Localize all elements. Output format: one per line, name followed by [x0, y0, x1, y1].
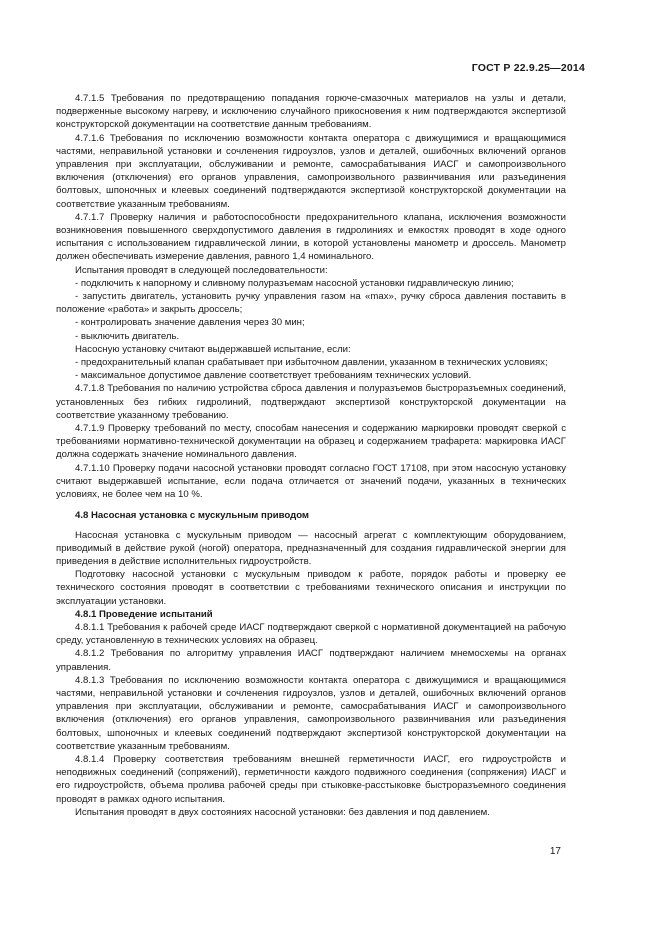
paragraph-4-7-1-6: 4.7.1.6 Требования по исключению возможности контакта оператора с движущимися и вращающимися частями, неправильной установки и сочленения гидроузлов, узлов и деталей, ошибочных включений органов управления при эксплуатации, обслуживании и ремонте, самосрабатывания ИАСГ и самопроизвольного включения (отключения) его органов управления, самопроизвольного развинчивания или разъединения болтовых, шпоночных и клеевых соединений подтверждаются экспертизой конструкторской документации на соответствие указанным требованиям.	[56, 132, 566, 210]
list-item: - запустить двигатель, установить ручку управления газом на «max», ручку сброса давления поставить в положение «работа» и закрыть дроссель;	[56, 291, 566, 316]
paragraph-4-8-1-2: 4.8.1.2 Требования по алгоритму управления ИАСГ подтверждают наличием мнемосхемы на органах управления.	[56, 648, 566, 673]
list-item: - предохранительный клапан срабатывает при избыточном давлении, указанном в технических условиях;	[75, 357, 548, 369]
section-heading-4-8: 4.8 Насосная установка с мускульным приводом	[75, 510, 310, 522]
paragraph-4-7-1-9: 4.7.1.9 Проверку требований по месту, способам нанесения и содержанию маркировки проводят сверкой с требованиями нормативно-технической документации на образец и содержанием трафарета: маркировка ИАСГ должна содержать значение номинального давления.	[56, 423, 566, 461]
list-item: - выключить двигатель.	[75, 330, 180, 342]
paragraph-4-7-1-7: 4.7.1.7 Проверку наличия и работоспособности предохранительного клапана, исключения возможности возникновения повышенного сверхдопустимого давления в гидролиниях и емкостях проводят в ходе одного испытания с использованием гидравлической линии, в которой установлены манометр и дроссель. Манометр должен обеспечивать измерение давления, равного 1,4 номинального.	[56, 211, 566, 263]
paragraph-4-8-1-1: 4.8.1.1 Требования к рабочей среде ИАСГ подтверждают сверкой с нормативной документацией на рабочую среду, установленную в технических условиях на образец.	[56, 621, 566, 647]
paragraph-test-states: Испытания проводят в двух состояниях насосной установки: без давления и под давлением.	[75, 806, 490, 818]
page-number: 17	[549, 846, 561, 857]
test-sequence-intro: Испытания проводят в следующей последовательности:	[75, 264, 328, 276]
paragraph-4-8-1-4: 4.8.1.4 Проверку соответствия требованиям внешней герметичности ИАСГ, его гидроустройств и неподвижных соединений (сопряжений), герметичности каждого подвижного соединения (сопряжения) ИАСГ и его гидроустройств, объема пролива рабочей среды при стыковке-расстыковке быстроразъемного соединения проводят в рамках одного испытания.	[56, 753, 566, 805]
paragraph-preparation: Подготовку насосной установки с мускульным приводом к работе, порядок работы и проверку ее технического состояния проводят в соответствии с требованиями технического описания и инструкции по эксплуатации установки.	[56, 569, 566, 607]
list-item: - максимальное допустимое давление соответствует требованиям технических условий.	[75, 370, 472, 382]
document-body	[56, 92, 566, 819]
paragraph-definition: Насосная установка с мускульным приводом — насосный агрегат с комплектующим оборудованием, приводимый в действие рукой (ногой) оператора, предназначенный для создания гидравлической энергии для приведения в действие исполнительных гидроустройств.	[56, 529, 566, 567]
paragraph-4-7-1-10: 4.7.1.10 Проверку подачи насосной установки проводят согласно ГОСТ 17108, при этом насосную установку считают выдержавшей испытание, если подача отличается от значений подачи, указанных в технических условиях, не более чем на 10 %.	[56, 462, 566, 501]
pass-criteria-intro: Насосную установку считают выдержавшей испытание, если:	[75, 343, 351, 355]
list-item: - контролировать значение давления через 30 мин;	[75, 317, 305, 329]
list-item: - подключить к напорному и сливному полуразъемам насосной установки гидравлическую линию;	[75, 277, 514, 289]
paragraph-4-7-1-8: 4.7.1.8 Требования по наличию устройства сброса давления и полуразъемов быстроразъемных соединений, установленных без гибких гидролиний, подтверждают экспертизой конструкторской документации на соответствие указанному требованию.	[56, 383, 566, 421]
paragraph-4-8-1-3: 4.8.1.3 Требования по исключению возможности контакта оператора с движущимися и вращающимися частями, неправильной установки и сочленения гидроузлов, узлов и деталей, ошибочных включений органов управления при эксплуатации, обслуживании и ремонте, самосрабатывания ИАСГ и самопроизвольного включения (отключения) его органов управления, самопроизвольного развинчивания или разъединения болтовых, шпоночных и клеевых соединений подтверждают экспертизой конструкторской документации на соответствие указанным требованиям.	[56, 674, 566, 752]
paragraph-4-7-1-5: 4.7.1.5 Требования по предотвращению попадания горюче-смазочных материалов на узлы и детали, подверженные высокому нагреву, и исключению случайного прикосновения к ним подтверждаются экспертизой конструкторской документации на соответствие данным требованиям.	[56, 93, 566, 131]
document-code: ГОСТ Р 22.9.25—2014	[471, 62, 585, 74]
subsection-heading-4-8-1: 4.8.1 Проведение испытаний	[75, 608, 213, 620]
